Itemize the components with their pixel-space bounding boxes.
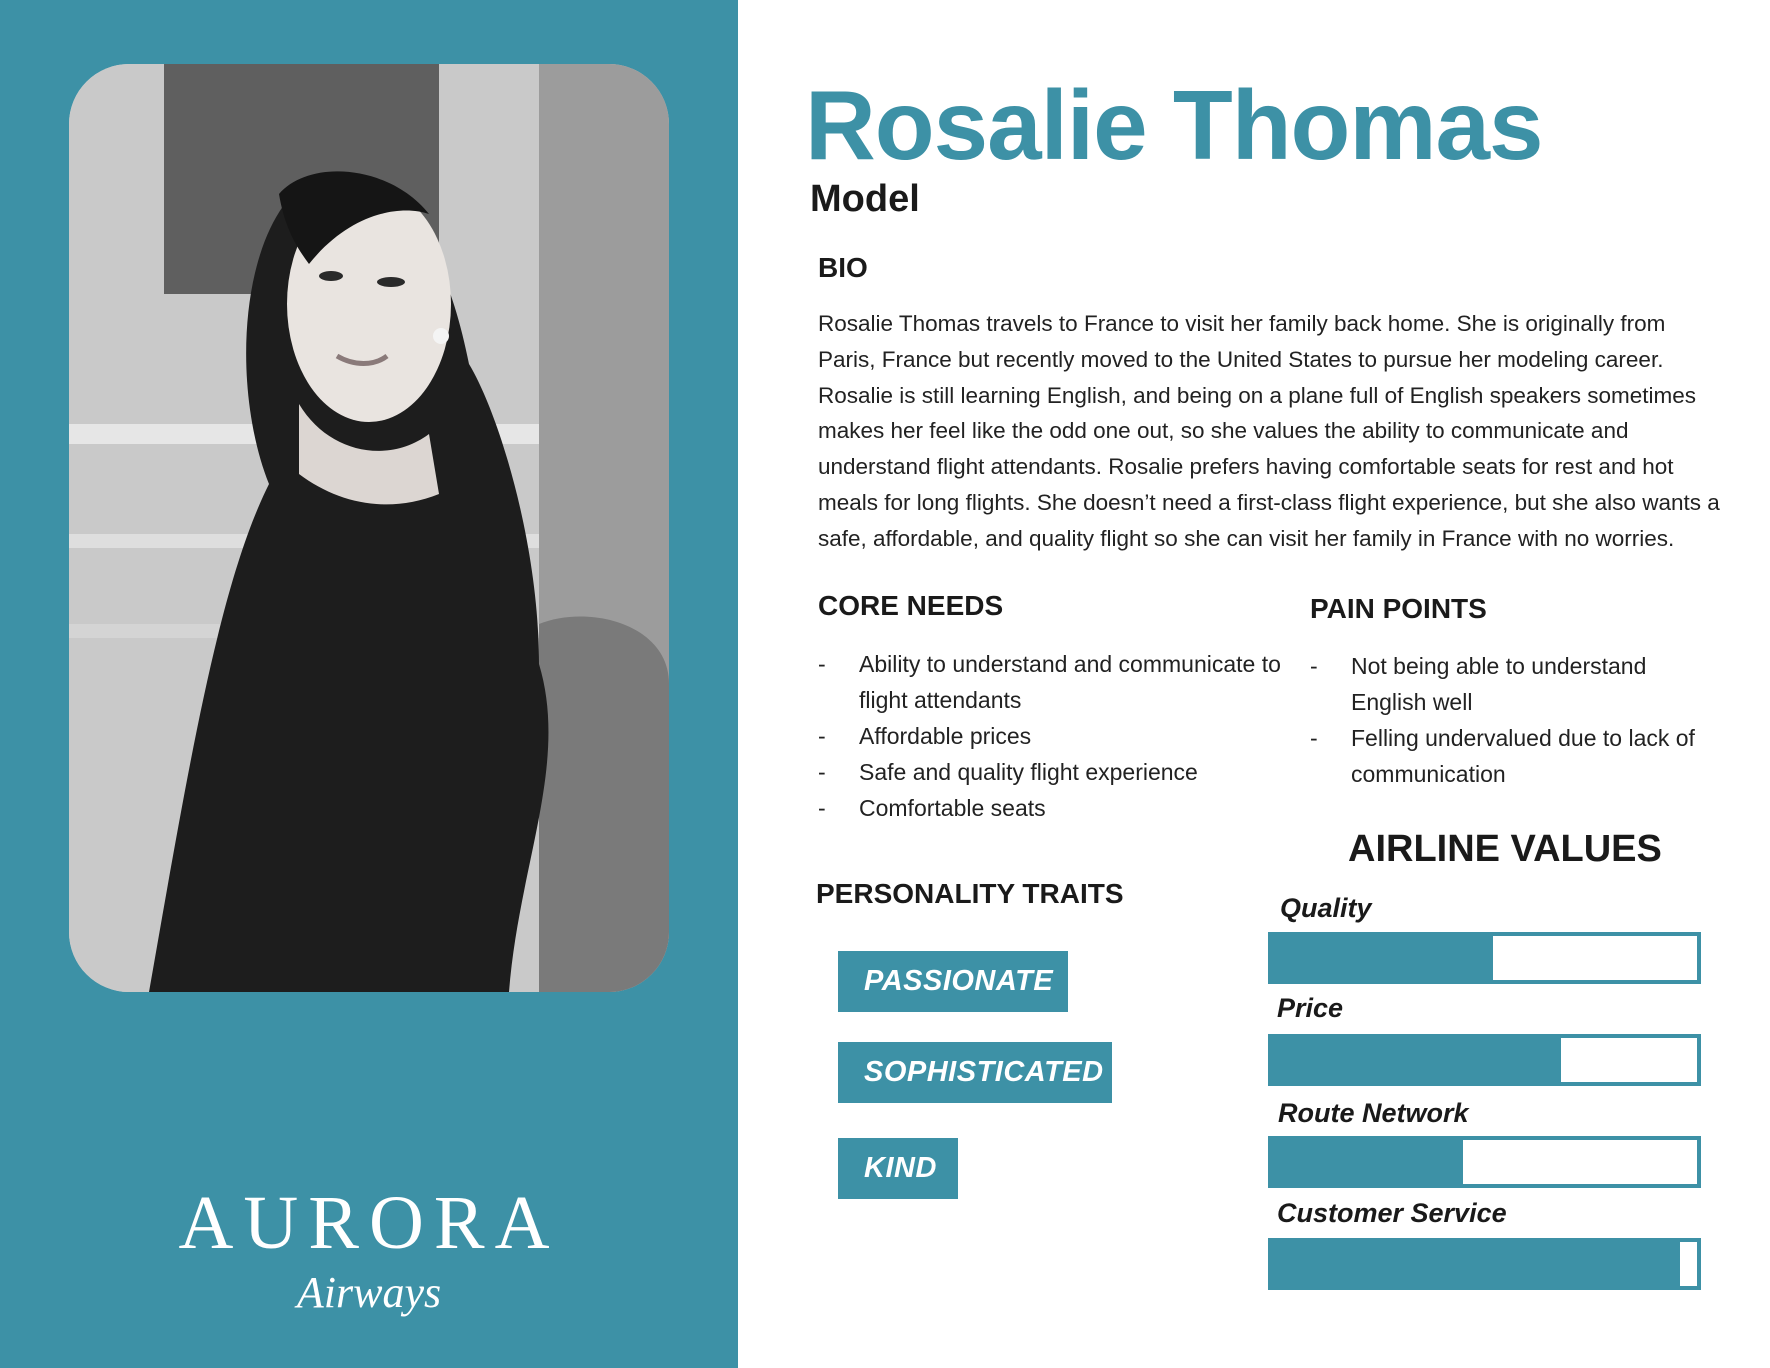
pain-points-list (1310, 648, 1700, 792)
core-needs-heading: CORE NEEDS (818, 590, 1004, 621)
bio-text: Rosalie Thomas travels to France to visit her family back home. She is originally from Paris, France but recently moved to the United States to pursue her modeling career. Rosalie is still learning English, and being on a plane full of English speakers sometimes makes her feel like the odd one out, so she values the ability to communicate and understand flight attendants. Rosalie prefers having comfortable seats for rest and hot meals for long flights. She doesn’t need a first-class flight experience, but she also wants a safe, affordable, and quality flight so she can visit her family in France with no worries. (818, 311, 1720, 551)
trait-badge: PASSIONATE (838, 951, 1068, 1012)
value-bar-route-network (1268, 1136, 1701, 1188)
profile-photo (69, 64, 669, 992)
core-need-item: - Safe and quality flight experience (818, 754, 1288, 790)
trait-badge: KIND (838, 1138, 958, 1199)
profile-photo-illustration (69, 64, 669, 992)
brand-name: AURORA (178, 1181, 560, 1265)
value-label-quality: Quality (1280, 893, 1372, 923)
value-bar-customer-service (1268, 1238, 1701, 1290)
pain-point-item: - Not being able to understand English well (1310, 648, 1700, 720)
core-need-item: - Affordable prices (818, 718, 1288, 754)
persona-name: Rosalie Thomas (805, 70, 1543, 180)
value-label-route-network: Route Network (1278, 1098, 1469, 1128)
value-label-customer-service: Customer Service (1277, 1198, 1507, 1228)
sidebar-panel (0, 0, 738, 1368)
persona-role: Model (810, 178, 920, 220)
bio-heading: BIO (818, 252, 868, 283)
value-bar-fill (1272, 1242, 1680, 1286)
value-bar-fill (1272, 1140, 1463, 1184)
core-needs-list (818, 646, 1288, 826)
pain-point-item: - Felling undervalued due to lack of communication (1310, 720, 1700, 792)
brand-logo (69, 1181, 669, 1317)
value-bar-quality (1268, 932, 1701, 984)
airline-values-heading: AIRLINE VALUES (1348, 828, 1662, 870)
pain-points-heading: PAIN POINTS (1310, 593, 1487, 624)
core-need-item: - Ability to understand and communicate to flight attendants (818, 646, 1288, 718)
value-bar-fill (1272, 1038, 1561, 1082)
value-label-price: Price (1277, 993, 1344, 1023)
brand-subtitle: Airways (296, 1268, 442, 1317)
value-bar-fill (1272, 936, 1493, 980)
value-bar-price (1268, 1034, 1701, 1086)
core-need-item: - Comfortable seats (818, 790, 1288, 826)
personality-heading: PERSONALITY TRAITS (816, 878, 1124, 909)
trait-badge: SOPHISTICATED (838, 1042, 1112, 1103)
